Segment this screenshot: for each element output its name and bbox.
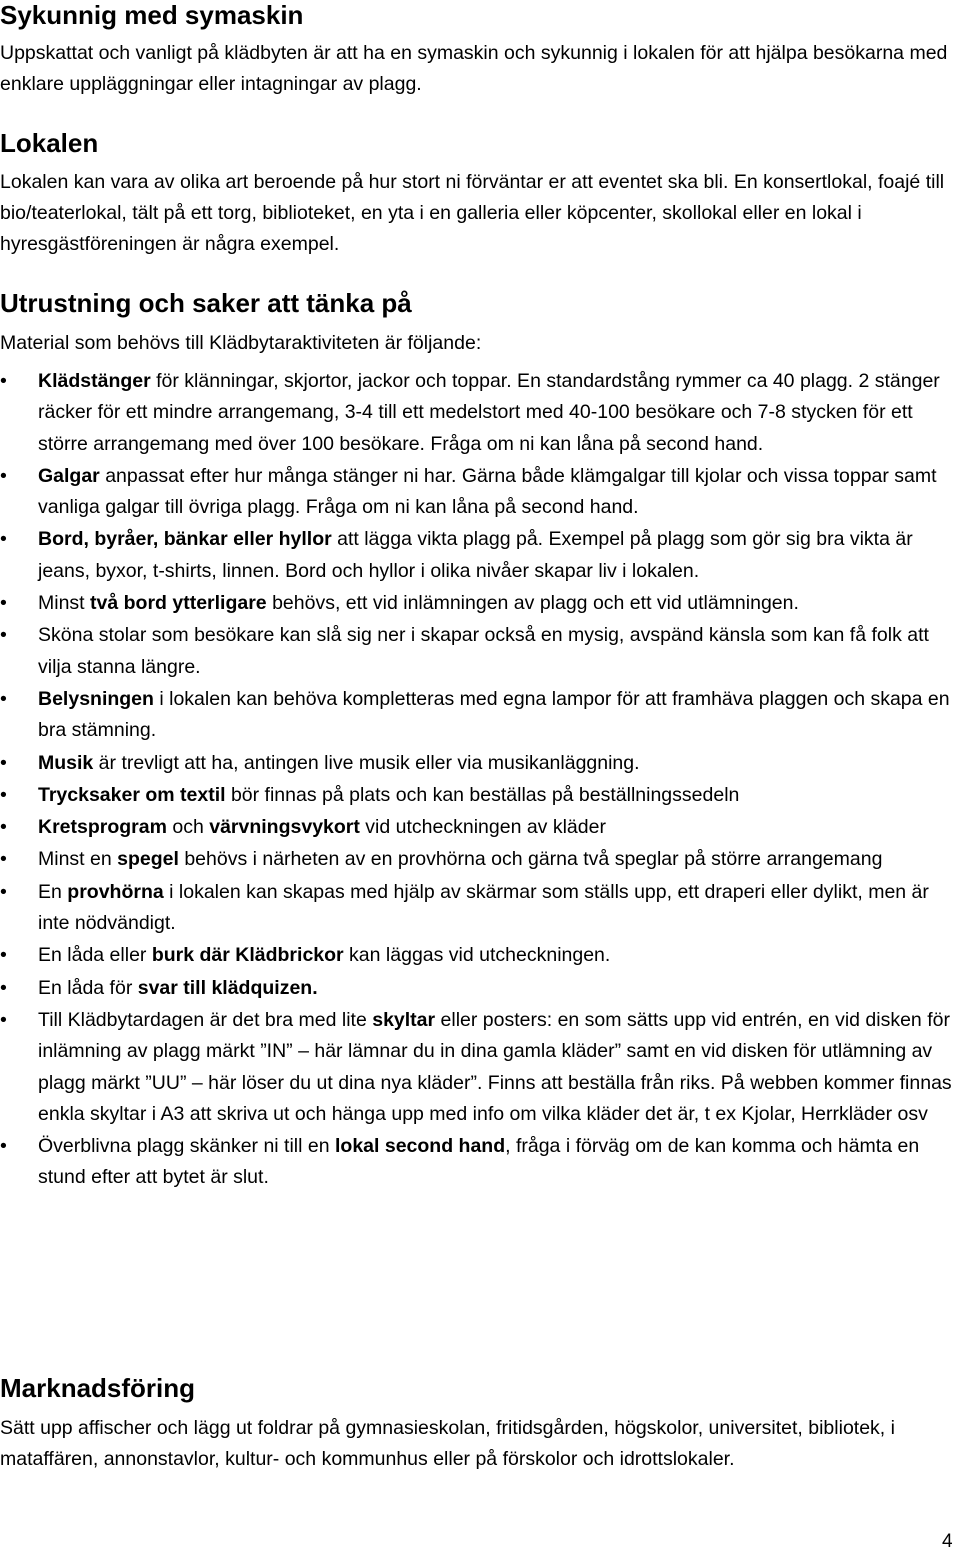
item-keyword: Belysningen	[38, 687, 154, 710]
section-body-marketing: Sätt upp affischer och lägg ut foldrar på gymnasieskolan, fritidsgården, högskolor, universitet, bibliotek, i mataffären, annonstavlor, kultur- och kommunhus eller på förskolor och idrottslokaler.	[0, 1417, 895, 1470]
bullet-icon: •	[0, 624, 7, 647]
item-keyword: spegel	[117, 848, 179, 871]
item-keyword: Galgar	[38, 464, 100, 487]
section-sewing	[0, 0, 955, 100]
list-item	[0, 684, 955, 747]
item-text: , fråga i förväg om de kan komma och hämta en stund efter att bytet är slut.	[38, 1135, 920, 1189]
item-prefix: Minst en	[38, 848, 118, 871]
item-prefix: En låda eller	[38, 944, 152, 967]
item-keyword: svar till klädquizen.	[137, 976, 318, 999]
item-text: vid utcheckningen av kläder	[359, 816, 606, 839]
item-text: eller posters: en som sätts upp vid entrén, en vid disken för inlämning av plagg märkt ”IN” – här lämnar du in dina gamla kläder” samt en vid disken för utlämning av plagg märkt ”UU” – här löser du ut dina nya kläder”. Finns att beställa från riks. På webben kommer finnas enkla skyltar i A3 att skriva ut och hänga upp med info om vilka kläder det är, t ex Kjolar, Herrkläder osv	[38, 1008, 952, 1125]
list-item	[0, 620, 955, 683]
section-title-venue: Lokalen	[0, 128, 99, 158]
bullet-icon: •	[0, 783, 7, 806]
item-keyword: provhörna	[67, 880, 164, 903]
list-item	[0, 973, 955, 1004]
item-text: i lokalen kan skapas med hjälp av skärmar som ställs upp, ett draperi eller dylikt, men är inte nödvändigt.	[38, 880, 929, 935]
bullet-icon: •	[0, 370, 7, 392]
item-keyword: Musik	[38, 751, 94, 774]
list-item	[0, 844, 955, 875]
list-item	[0, 748, 955, 779]
list-item	[0, 812, 955, 843]
section-equipment	[0, 288, 955, 359]
item-keyword-second: värvningsvykort	[209, 816, 360, 839]
item-text: kan läggas vid utcheckningen.	[343, 944, 611, 967]
bullet-icon: •	[0, 687, 7, 710]
bullet-icon: •	[0, 751, 7, 774]
item-connector: och	[166, 816, 210, 839]
bullet-icon: •	[0, 816, 7, 839]
bullet-icon: •	[0, 944, 7, 967]
list-item	[0, 1131, 955, 1194]
section-body-sewing: Uppskattat och vanligt på klädbyten är att ha en symaskin och sykunnig i lokalen för att hjälpa besökarna med enklare uppläggningar eller intagningar av plagg.	[0, 42, 948, 95]
item-text: bör finnas på plats och kan beställas på beställningssedeln	[225, 783, 740, 806]
list-item	[0, 780, 955, 811]
item-prefix: Minst	[38, 592, 91, 615]
item-text: anpassat efter hur många stänger ni har. Gärna både klämgalgar till kjolar och vissa toppar samt vanliga galgar till övriga plagg. Fråga om ni kan låna på second hand.	[38, 464, 937, 519]
item-keyword: Klädstänger	[38, 370, 151, 392]
item-keyword: lokal second hand	[335, 1135, 506, 1158]
bullet-icon: •	[0, 880, 7, 903]
list-item	[0, 366, 955, 460]
section-marketing	[0, 1373, 955, 1475]
page-number: 4	[942, 1531, 953, 1552]
section-venue	[0, 128, 955, 260]
bullet-icon: •	[0, 464, 7, 487]
section-body-venue: Lokalen kan vara av olika art beroende på hur stort ni förväntar er att eventet ska bli. En konsertlokal, foajé till bio/teaterlokal, tält på ett torg, biblioteket, en yta i en galleria eller köpcenter, skollokal eller en lokal i hyresgästföreningen är några exempel.	[0, 171, 945, 255]
bullet-icon: •	[0, 592, 7, 615]
equipment-list	[0, 366, 955, 1195]
list-item	[0, 1005, 955, 1130]
list-item	[0, 524, 955, 587]
section-intro-equipment: Material som behövs till Klädbytaraktiviteten är följande:	[0, 332, 482, 354]
item-keyword: Kretsprogram	[38, 816, 167, 839]
item-prefix: Till Klädbytardagen är det bra med lite	[38, 1008, 373, 1031]
item-prefix: En	[38, 880, 68, 903]
item-keyword: Trycksaker om textil	[38, 783, 226, 806]
section-title-marketing: Marknadsföring	[0, 1373, 196, 1403]
bullet-icon: •	[0, 976, 7, 999]
item-keyword: skyltar	[372, 1008, 436, 1031]
bullet-icon: •	[0, 528, 7, 551]
item-text: behövs, ett vid inlämningen av plagg och ett vid utlämningen.	[266, 592, 799, 615]
item-text: är trevligt att ha, antingen live musik eller via musikanläggning.	[93, 751, 640, 774]
list-item	[0, 461, 955, 524]
bullet-icon: •	[0, 1135, 7, 1158]
section-title-sewing: Sykunnig med symaskin	[0, 0, 304, 30]
item-keyword: Bord, byråer, bänkar eller hyllor	[38, 528, 332, 551]
section-title-equipment: Utrustning och saker att tänka på	[0, 288, 412, 318]
item-prefix: En låda för	[38, 976, 138, 999]
item-prefix: Överblivna plagg skänker ni till en	[38, 1135, 335, 1158]
list-item	[0, 940, 955, 971]
item-text: för klänningar, skjortor, jackor och toppar. En standardstång rymmer ca 40 plagg. 2 stänger räcker för ett mindre arrangemang, 3-4 till ett medelstort med 40-100 besökare och 7-8 stycken för ett större arrangemang med över 100 besökare. Fråga om ni kan låna på second hand.	[38, 370, 940, 455]
item-keyword: burk där Klädbrickor	[151, 944, 344, 967]
item-keyword: två bord ytterligare	[90, 592, 267, 615]
item-text: behövs i närheten av en provhörna och gärna två speglar på större arrangemang	[178, 848, 883, 871]
list-item	[0, 877, 955, 940]
list-item	[0, 588, 955, 619]
item-prefix: Sköna stolar som besökare kan slå sig ner i skapar också en mysig, avspänd känsla som kan få folk att vilja stanna längre.	[38, 624, 929, 678]
bullet-icon: •	[0, 848, 7, 871]
bullet-icon: •	[0, 1008, 7, 1031]
item-text: att lägga vikta plagg på. Exempel på plagg som gör sig bra vikta är jeans, byxor, t-shirts, linnen. Bord och hyllor i olika nivåer skapar liv i lokalen.	[38, 528, 913, 582]
item-text: i lokalen kan behöva kompletteras med egna lampor för att framhäva plaggen och skapa en bra stämning.	[38, 687, 950, 742]
